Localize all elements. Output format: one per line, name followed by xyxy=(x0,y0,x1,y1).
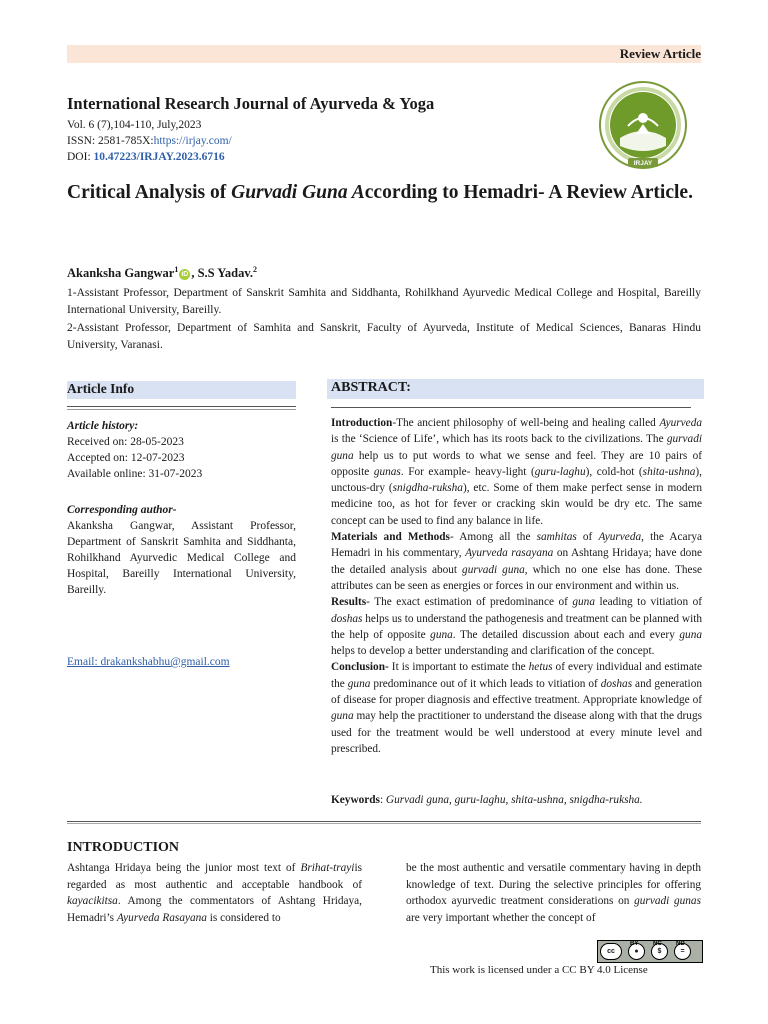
journal-link[interactable]: https://irjay.com/ xyxy=(153,135,232,147)
journal-title: International Research Journal of Ayurveda & Yoga xyxy=(67,94,435,113)
article-info-heading: Article Info xyxy=(67,381,135,396)
online-date: Available online: 31-07-2023 xyxy=(67,468,203,480)
abstract-text: It is important to estimate the xyxy=(388,661,529,674)
article-info-rule-2 xyxy=(67,409,296,410)
author-2-sup: 2 xyxy=(253,265,258,274)
nd-label: ND xyxy=(676,941,685,947)
abstract-italic: guna xyxy=(679,628,702,641)
conclusion-label: Conclusion- xyxy=(331,661,389,674)
header-band xyxy=(67,45,701,63)
abstract-text: help us to put words to what we sense and feel. They are 10 pairs of opposite xyxy=(331,449,702,478)
intro-text: Ashtanga Hridaya being the junior most text of xyxy=(67,862,301,874)
abstract-heading-band xyxy=(327,379,704,399)
article-info-heading-band xyxy=(67,381,296,399)
intro-text: . Among the commentators of Ashtang Hridaya, Hemadri’s xyxy=(67,895,362,924)
intro-italic: gurvadi gunas xyxy=(634,895,701,907)
intro-text: is regarded as most authentic and acceptable handbook of xyxy=(67,862,362,891)
abstract-text: of xyxy=(576,531,599,544)
abstract-text: . For example- heavy-light ( xyxy=(400,465,535,478)
article-type-label: Review Article xyxy=(619,46,701,61)
intro-text: be the most authentic and versatile commentary having in depth knowledge of text. During the selective principles for offering orthodox ayurvedic treatment considerations on xyxy=(406,862,701,907)
keywords-label: Keywords xyxy=(331,794,380,806)
orcid-icon[interactable]: iD xyxy=(181,271,189,279)
by-label: BY xyxy=(630,941,639,947)
intro-text: are very important whether the concept of xyxy=(406,911,596,924)
abstract-italic: shita-ushna xyxy=(642,465,696,478)
article-info-rule xyxy=(67,406,296,407)
abstract-text: helps to develop a better understanding and clarification of the concept. xyxy=(331,645,655,658)
abstract-text: , which no one else has done. These attributes can be seen as energies or forces in our environment and within us. xyxy=(331,563,702,592)
corresponding-author-label: Corresponding author- xyxy=(67,504,177,516)
abstract-results xyxy=(331,594,702,659)
history-label: Article history: xyxy=(67,420,139,432)
logo-text: IRJAY xyxy=(633,160,653,167)
title-italic: Gurvadi Guna A xyxy=(231,182,365,203)
abstract-text: helps us to understand the pathogenesis and treatment can be planned with the help of opposite xyxy=(331,612,702,641)
cc-by-nc-nd-icon[interactable] xyxy=(597,940,703,963)
section-divider xyxy=(67,821,701,822)
noncommercial-icon: $ xyxy=(651,943,668,960)
section-divider-2 xyxy=(67,823,701,824)
abstract-italic: guna xyxy=(572,596,595,609)
paper-title xyxy=(67,180,701,205)
abstract-italic: guna xyxy=(430,628,453,641)
abstract-italic: snigdha-ruksha xyxy=(392,482,463,495)
abstract-heading: ABSTRACT: xyxy=(331,380,411,395)
abstract-text: on Ashtang Hridaya; have done the detailed analysis about xyxy=(331,547,702,576)
intro-italic: Ayurveda Rasayana xyxy=(116,911,207,924)
received-date: Received on: 28-05-2023 xyxy=(67,436,184,448)
abstract-italic: doshas xyxy=(600,677,633,690)
intro-italic: Brihat-trayi xyxy=(300,862,355,874)
introduction-right-column xyxy=(406,860,701,926)
accepted-date: Accepted on: 12-07-2023 xyxy=(67,452,185,464)
abstract-italic: Ayurveda xyxy=(659,417,702,429)
introduction-heading: INTRODUCTION xyxy=(67,840,180,855)
abstract-text: . The detailed discussion about each and every xyxy=(452,628,680,641)
abstract-text: leading to vitiation of xyxy=(594,596,703,609)
email-link[interactable]: Email: drakankshabhu@gmail.com xyxy=(67,656,230,668)
abstract-text: ), unctous-dry ( xyxy=(331,465,702,495)
title-part2: ccording to Hemadri- A Review Article. xyxy=(364,182,693,203)
abstract-conclusion xyxy=(331,659,702,757)
abstract-italic: samhitas xyxy=(536,531,577,544)
author-2: , S.S Yadav. xyxy=(191,266,254,281)
abstract-body xyxy=(331,415,702,757)
abstract-text: is the ‘Science of Life’, which has its roots back to the civilizations. The xyxy=(331,433,667,446)
doi-line xyxy=(67,150,225,165)
abstract-text: - The exact estimation of predominance of xyxy=(366,596,573,609)
abstract-text: - Among all the xyxy=(449,531,537,544)
issn-label: ISSN: 2581-785X: xyxy=(67,135,154,147)
issn-line xyxy=(67,134,232,149)
affiliation-2: 2-Assistant Professor, Department of Samhita and Sanskrit, Faculty of Ayurveda, Institute of Medical Sciences, Banaras Hindu University, Varanasi. xyxy=(67,322,701,351)
authors-line xyxy=(67,265,257,281)
abstract-italic: gurvadi guna xyxy=(331,433,702,462)
author-1: Akanksha Gangwar xyxy=(67,266,175,281)
doi-link[interactable]: 10.47223/IRJAY.2023.6716 xyxy=(93,151,225,163)
abstract-italic: Ayurveda rasayana xyxy=(465,547,554,560)
cc-logo: cc xyxy=(600,943,622,960)
abstract-introduction xyxy=(331,415,702,529)
doi-label: DOI: xyxy=(67,151,91,163)
abstract-text: and generation of disease for proper diagnosis and effective treatment. Appropriate knowledge of xyxy=(331,677,702,707)
attribution-icon: ● xyxy=(628,943,645,960)
abstract-italic: gurvadi guna xyxy=(462,563,525,576)
title-part1: Critical Analysis of xyxy=(67,182,232,203)
volume-line: Vol. 6 (7),104-110, July,2023 xyxy=(67,119,202,131)
corresponding-author-details: Akanksha Gangwar, Assistant Professor, Department of Sanskrit Samhita and Siddhanta, Rohilkhand Ayurvedic Medical College and Hospital, Bareilly International University, Bareilly. xyxy=(67,520,296,596)
abstract-text: , the Acarya Hemadri in his commentary, xyxy=(331,531,702,560)
abstract-italic: doshas xyxy=(331,612,363,625)
abstract-italic: guna xyxy=(347,677,371,690)
keywords-list: Gurvadi guna, guru-laghu, shita-ushna, snigdha-ruksha. xyxy=(385,794,643,806)
author-1-sup: 1 xyxy=(174,265,179,274)
intro-label: Introduction xyxy=(331,417,393,429)
intro-italic: kayacikitsa xyxy=(67,895,118,907)
abstract-italic: hetus xyxy=(528,661,553,674)
abstract-text: predominance out of it which leads to vitiation of xyxy=(370,677,601,690)
abstract-methods xyxy=(331,529,702,594)
abstract-italic: Ayurveda xyxy=(598,531,642,544)
abstract-italic: gunas xyxy=(373,465,401,478)
affiliation-1: 1-Assistant Professor, Department of Sanskrit Samhita and Siddhanta, Rohilkhand Ayurvedic Medical College and Hospital, Bareilly International University, Bareilly. xyxy=(67,287,701,316)
nc-label: NC xyxy=(653,941,662,947)
abstract-text: may help the practitioner to understand the disease along with that the drugs used for the treatment would be well understood at every minute level and prescribed. xyxy=(331,710,702,755)
introduction-left-column xyxy=(67,860,362,926)
abstract-text: ), cold-hot ( xyxy=(585,465,643,478)
journal-logo-icon xyxy=(598,80,688,170)
abstract-text: ), etc. Some of them make perfect sense in modern medicine too, as hot for fever or cracking skin would be dry etc. The same concept can be used to find any balance in life. xyxy=(331,482,702,527)
methods-label: Materials and Methods xyxy=(331,531,450,544)
intro-text: is considered to xyxy=(206,911,281,924)
abstract-text: of every individual and estimate the xyxy=(331,661,702,690)
noderivatives-icon: = xyxy=(674,943,691,960)
results-label: Results xyxy=(331,596,367,609)
abstract-text: -The ancient philosophy of well-being and healing called xyxy=(392,417,660,429)
abstract-rule xyxy=(331,407,691,408)
keywords-line: Keywords: Gurvadi guna, guru-laghu, shita-ushna, snigdha-ruksha. xyxy=(331,794,643,806)
abstract-italic: guna xyxy=(331,710,354,723)
abstract-italic: guru-laghu xyxy=(534,465,586,478)
license-text: This work is licensed under a CC BY 4.0 License xyxy=(430,964,648,976)
